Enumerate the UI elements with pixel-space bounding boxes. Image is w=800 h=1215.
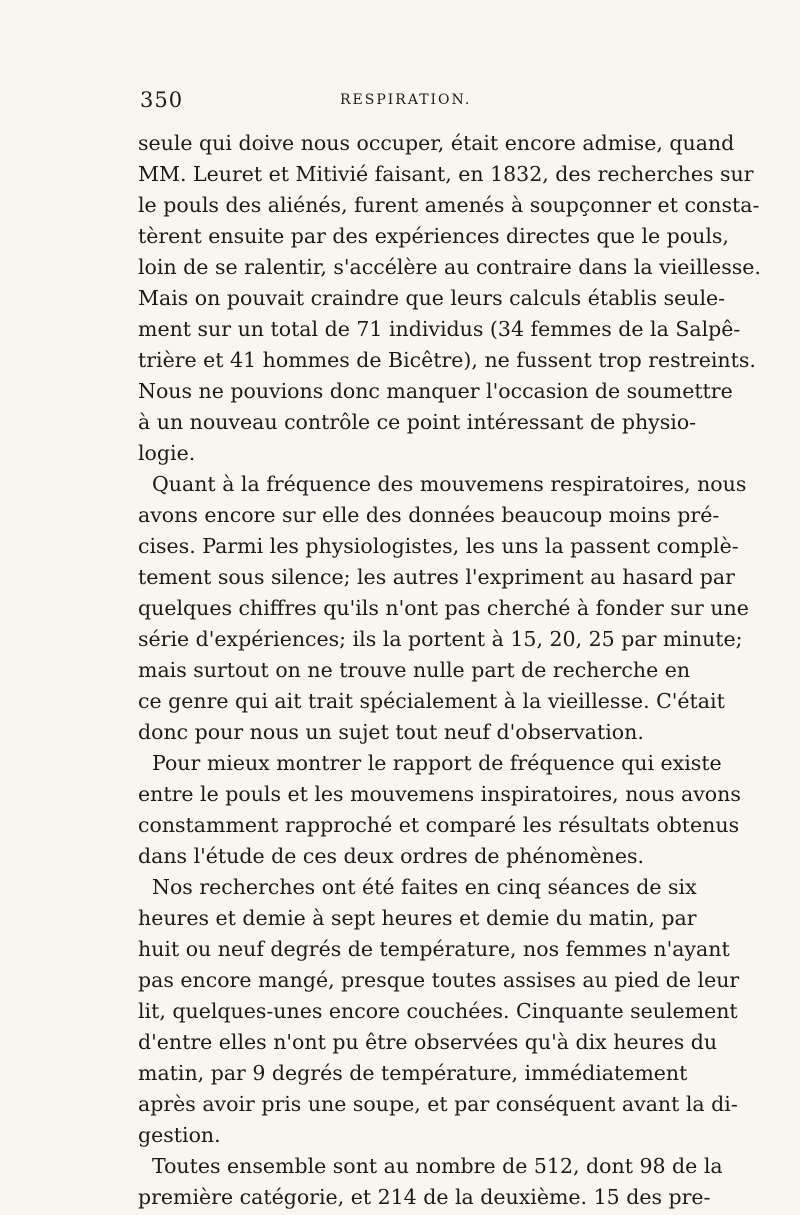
text-line: Pour mieux montrer le rapport de fréquence qui existe	[152, 751, 722, 775]
text-line: entre le pouls et les mouvemens inspiratoires, nous avons	[138, 782, 741, 806]
page-number: 350	[140, 88, 184, 112]
text-line: Quant à la fréquence des mouvemens respiratoires, nous	[152, 472, 747, 496]
text-line: matin, par 9 degrés de température, immédiatement	[138, 1061, 688, 1085]
text-line: quelques chiffres qu'ils n'ont pas cherché à fonder sur une	[138, 596, 749, 620]
text-line: logie.	[138, 441, 196, 465]
text-line: ment sur un total de 71 individus (34 femmes de la Salpê-	[138, 317, 741, 341]
text-line: heures et demie à sept heures et demie du matin, par	[138, 906, 697, 930]
text-line: tement sous silence; les autres l'expriment au hasard par	[138, 565, 735, 589]
text-line: série d'expériences; ils la portent à 15, 20, 25 par minute;	[138, 627, 743, 651]
text-line: pas encore mangé, presque toutes assises au pied de leur	[138, 968, 740, 992]
text-line: Nos recherches ont été faites en cinq séances de six	[152, 875, 697, 899]
text-line: lit, quelques-unes encore couchées. Cinquante seulement	[138, 999, 738, 1023]
text-line: seule qui doive nous occuper, était encore admise, quand	[138, 131, 735, 155]
text-line: trière et 41 hommes de Bicêtre), ne fussent trop restreints.	[138, 348, 756, 372]
text-line: d'entre elles n'ont pu être observées qu'à dix heures du	[138, 1030, 718, 1054]
text-line: première catégorie, et 214 de la deuxième. 15 des pre-	[138, 1185, 711, 1209]
body-text	[138, 128, 761, 1213]
text-line: Nous ne pouvions donc manquer l'occasion de soumettre	[138, 379, 733, 403]
text-line: Toutes ensemble sont au nombre de 512, dont 98 de la	[152, 1154, 723, 1178]
text-line: tèrent ensuite par des expériences directes que le pouls,	[138, 224, 729, 248]
text-line: loin de se ralentir, s'accélère au contraire dans la vieillesse.	[138, 255, 761, 279]
text-line: avons encore sur elle des données beaucoup moins pré-	[138, 503, 720, 527]
text-line: après avoir pris une soupe, et par conséquent avant la di-	[138, 1092, 738, 1116]
running-title: RESPIRATION.	[340, 92, 472, 108]
text-line: gestion.	[138, 1123, 221, 1147]
text-line: ce genre qui ait trait spécialement à la vieillesse. C'était	[138, 689, 725, 713]
text-line: à un nouveau contrôle ce point intéressant de physio-	[138, 410, 697, 434]
text-line: MM. Leuret et Mitivié faisant, en 1832, des recherches sur	[138, 162, 754, 186]
running-head	[140, 88, 680, 112]
text-line: constamment rapproché et comparé les résultats obtenus	[138, 813, 740, 837]
text-line: le pouls des aliénés, furent amenés à soupçonner et consta-	[138, 193, 760, 217]
text-line: huit ou neuf degrés de température, nos femmes n'ayant	[138, 937, 730, 961]
text-line: cises. Parmi les physiologistes, les uns la passent complè-	[138, 534, 739, 558]
text-line: Mais on pouvait craindre que leurs calculs établis seule-	[138, 286, 726, 310]
text-line: mais surtout on ne trouve nulle part de recherche en	[138, 658, 691, 682]
text-line: dans l'étude de ces deux ordres de phénomènes.	[138, 844, 645, 868]
text-line: donc pour nous un sujet tout neuf d'observation.	[138, 720, 644, 744]
